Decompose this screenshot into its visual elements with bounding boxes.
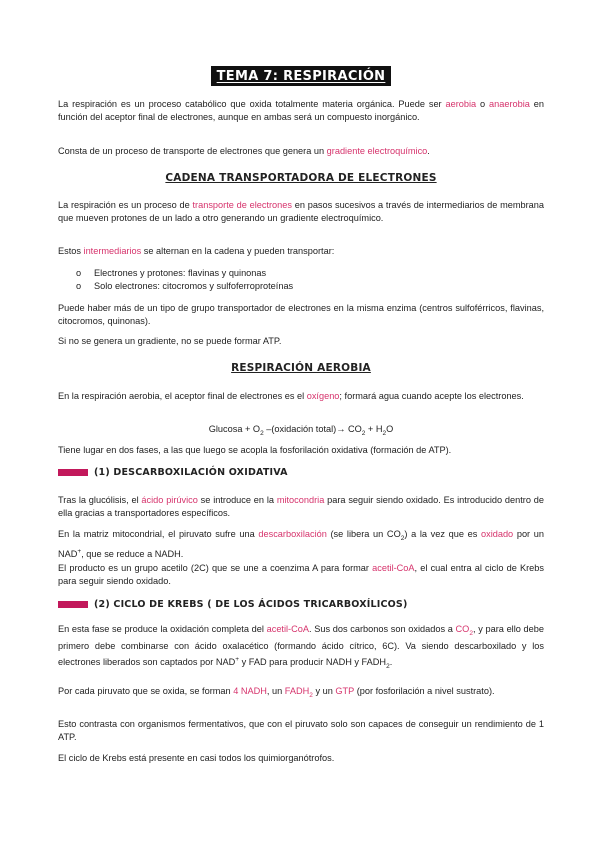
term-anaerobia: anaerobia [489,99,530,109]
cadena-paragraph-3: Puede haber más de un tipo de grupo transportador de electrones en la misma enzima (centros sulfoférricos, flavinas, citocromos, quinonas). [58,303,544,326]
term-intermediarios: intermediarios [83,246,142,256]
equation: $Glucosa + O_2$ –(oxidación total)→ $CO_2 + H_2O$ [208,424,394,437]
intro-paragraph-1: La respiración es un proceso catabólico que oxida totalmente materia orgánica. Puede ser aerobia o anaerobia en función del aceptor final de electrones, aunque en ambas será un compuesto inorgánico. [58,99,545,122]
heading-krebs: (2) CICLO DE KREBS ( DE LOS ÁCIDOS TRICARBOXÍLICOS) [58,598,408,610]
descarbox-paragraph-2: En la matriz mitocondrial, el piruvato sufre una descarboxilación (se libera un $CO_2$) a la vez que es oxidado por un NAD+, que se reduce a NADH. [58,529,544,559]
heading-bar [58,469,88,476]
term-acetil-coa-2: acetil-CoA [266,624,309,634]
term-4-nadh: 4 NADH [233,686,267,696]
term-acetil-coa: acetil-CoA [372,563,415,573]
krebs-paragraph-4: El ciclo de Krebs está presente en casi todos los quimiorganótrofos. [58,753,335,763]
cadena-paragraph-1: La respiración es un proceso de transporte de electrones en pasos sucesivos a través de intermediarios de membrana que mueven protones de un lado a otro generando un gradiente electroquímico. [58,200,544,223]
cadena-paragraph-2: Estos intermediarios se alternan en la cadena y pueden transportar: [58,246,335,256]
heading-aerobia: RESPIRACIÓN AEROBIA [231,362,371,374]
term-transporte: transporte de electrones [192,200,292,210]
heading-bar [58,601,88,608]
bullet-item-2: o Solo electrones: citocromos y sulfoferroproteínas [76,281,294,291]
term-gtp: GTP [335,686,355,696]
heading-cadena: CADENA TRANSPORTADORA DE ELECTRONES [165,172,437,184]
title-wrap [58,66,544,86]
descarbox-paragraph-1: Tras la glucólisis, el ácido pirúvico se introduce en la mitocondria para seguir siendo oxidado. Es introducido dentro de ella gracias a transportadores específicos. [58,495,544,518]
heading-descarboxilacion: (1) DESCARBOXILACIÓN OXIDATIVA [58,466,288,478]
term-aerobia: aerobia [445,99,477,109]
term-co2: CO [455,624,470,634]
term-fadh2: FADH [284,686,310,696]
bullet-glyph: o [76,281,82,291]
term-mitocondria: mitocondria [276,495,325,505]
descarbox-paragraph-3: El producto es un grupo acetilo (2C) que se une a coenzima A para formar acetil-CoA, el cual entra al ciclo de Krebs para seguir siendo oxidado. [58,563,544,586]
aerobia-paragraph-2: Tiene lugar en dos fases, a las que luego se acopla la fosforilación oxidativa (formación de ATP). [58,445,452,455]
krebs-paragraph-1: En esta fase se produce la oxidación completa del acetil-CoA. Sus dos carbonos son oxidados a $CO_2$, y para ello debe primero debe combinarse con ácido oxalacético (formando ácido cítrico, 6C). Va siendo descarboxilado y los electrones liberados son captados por NAD+ y FAD para producir NADH y $FADH_2$. [58,624,544,670]
intro-paragraph-2: Consta de un proceso de transporte de electrones que genera un gradiente electroquímico. [58,146,430,156]
cadena-paragraph-4: Si no se genera un gradiente, no se puede formar ATP. [58,336,282,346]
page-title: TEMA 7: RESPIRACIÓN [211,66,392,86]
aerobia-paragraph-1: En la respiración aerobia, el aceptor final de electrones es el oxígeno; formará agua cuando acepte los electrones. [58,391,524,401]
term-oxidado: oxidado [480,529,514,539]
krebs-paragraph-3: Esto contrasta con organismos fermentativos, que con el piruvato solo son capaces de conseguir un rendimiento de 1 ATP. [58,719,544,742]
bullet-glyph: o [76,268,82,278]
term-oxigeno: oxígeno [306,391,340,401]
term-descarboxilacion: descarboxilación [258,529,327,539]
bullet-item-1: o Electrones y protones: flavinas y quinonas [76,268,267,278]
krebs-paragraph-2: Por cada piruvato que se oxida, se forman 4 NADH, un $FADH_2$ y un GTP (por fosforilación a nivel sustrato). [58,686,495,699]
term-gradiente: gradiente electroquímico [326,146,428,156]
term-acido-piruvico: ácido pirúvico [141,495,198,505]
